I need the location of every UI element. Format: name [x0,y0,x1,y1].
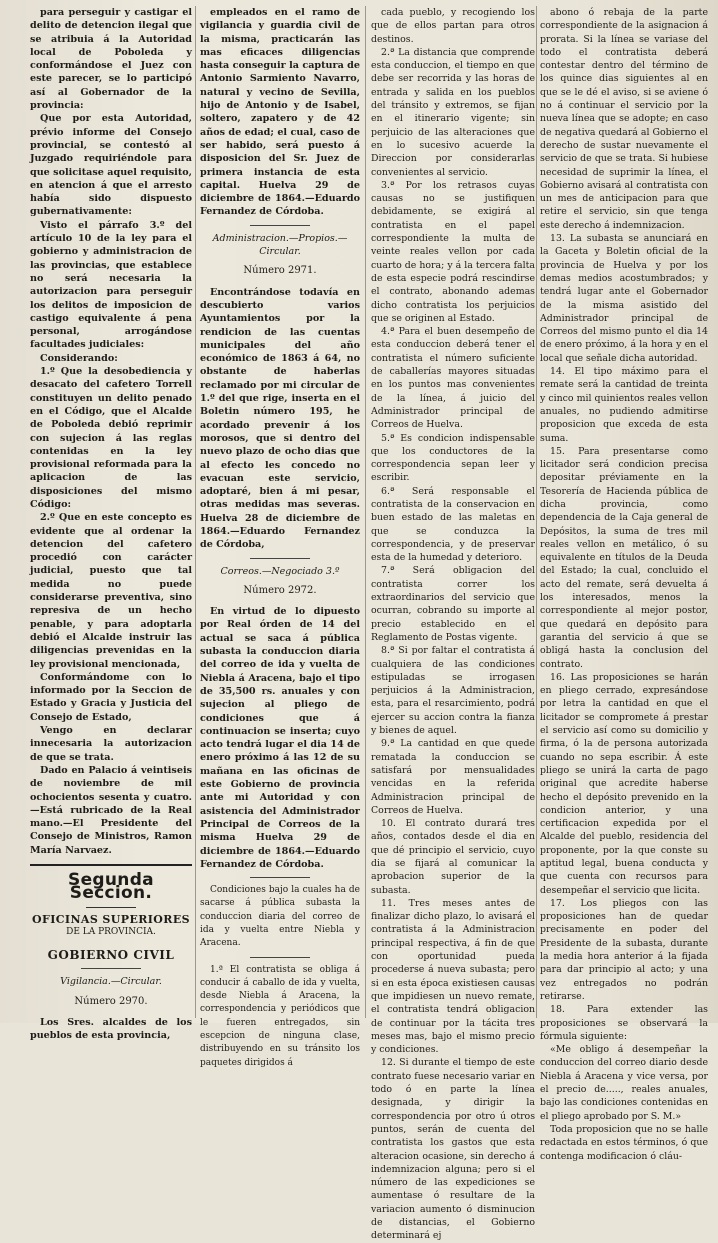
divider [250,877,310,878]
column-2 [200,6,360,1068]
paragraph: 10. El contrato durará tres años, contados desde el dia en que dé principio el servicio, cuyo dia se fijará al comunicar la aprobacion superior de la subasta. [371,818,535,896]
paragraph: 2.º Que en este concepto es evidente que al ordenar la detencion del cafetero procedió con carácter judicial, puesto que tal medida no puede considerarse preventiva, sino represiva de un hecho penable, y para adoptarla debió el Alcalde instruir las diligencias prevenidas en la ley provisional mencionada, [30,512,192,670]
paragraph: 3.ª Por los retrasos cuyas causas no se justifiquen debidamente, se exigirá al contratista en el papel correspondiente la multa de veinte reales vellon por cada cuarto de hora; y á la tercera falta de esta especie podrá rescindirse el contrato, abonando ademas dicho contratista los perjuicios que se originen al Estado. [371,179,535,324]
paragraph: «Me obligo á desempeñar la conduccion del correo diario desde Niebla á Aracena y vice versa, por el precio de....., reales anuales, bajo las condiciones contenidas en el pliego aprobado por S. M.» [540,1044,708,1122]
column-1 [30,6,192,1042]
notice-number: Número 2972. [243,584,317,596]
column-rule [536,6,537,1018]
gobierno-heading: GOBIERNO CIVIL [47,948,175,963]
paragraph: Visto el párrafo 3.º del artículo 10 de la ley para el gobierno y administracion de las provincias, que establece no será necesaria la autorizacion para perseguir los delitos de imposicion de castigo equivalente á pena personal, arrogándose facultades judiciales: [30,219,192,351]
paragraph: En virtud de lo dipuesto por Real órden de 14 del actual se saca á pública subasta la conduccion diaria del correo de ida y vuelta de Niebla á Aracena, bajo el tipo de 35,500 rs. anuales y con sujecion al pliego de condiciones que á continuacion se inserta; cuyo acto tendrá lugar el dia 14 de enero próximo á las 12 de su mañana en las oficinas de este Gobierno de provincia ante mi Autoridad y con asistencia del Administrador Principal de Correos de la misma Huelva 29 de diciembre de 1864.—Eduardo Fernandez de Córdoba. [200,606,360,870]
paragraph: 4.ª Para el buen desempeño de esta conduccion deberá tener el contratista el número suficiente de caballerías mayores situadas en los puntos mas convenientes de la línea, á juicio del Administrador principal de Correos de Huelva. [371,326,535,431]
paragraph: Dado en Palacio á veintiseis de noviembre de mil ochocientos sesenta y cuatro.—Está rubricado de la Real mano.—El Presidente del Consejo de Ministros, Ramon María Narvaez. [30,764,192,856]
column-3 [371,6,535,1242]
paragraph: abono ó rebaja de la parte correspondiente de la asignacion á prorata. Si la línea se variase del todo el contratista deberá contestar dentro del término de los quince dias siguientes al en que se le dé el aviso, si se aviene ó no á continuar el servicio por la nueva línea que se adopte; en caso de negativa quedará al Gobierno el derecho de sustar nuevamente el servicio de que se trata. Si hubiese necesidad de suprimir la línea, el Gobierno avisará al contratista con un mes de anticipacion para que retire el servicio, sin que tenga este derecho á indemnizacion. [540,7,708,231]
paragraph: 8.ª Si por faltar el contratista á cualquiera de las condiciones estipuladas se irrogasen perjuicios á la Administracion, esta, para el resarcimiento, podrá ejercer su accion contra la fianza y bienes de aquel. [371,645,535,737]
section-title: Segunda Seccion. [68,870,154,904]
paragraph: 13. La subasta se anunciará en la Gaceta y Boletin oficial de la provincia de Huelva y por los demas medios acostumbrados; y tendrá lugar ante el Gobernador de la misma asistido del Administrador principal de Correos del mismo punto el dia 14 de enero próximo, á la hora y en el local que señale dicha autoridad. [540,233,708,364]
paragraph: 7.ª Será obligacion del contratista correr los extraordinarios del servicio que ocurran, cobrando su importe al precio establecido en el Reglamento de Postas vigente. [371,565,535,643]
paragraph: 1.ª El contratista se obliga á conducir á caballo de ida y vuelta, desde Niebla á Aracena, la correspondencia y periódicos que le fueren entregados, sin escepcion de ninguna clase, distribuyendo en su tránsito los paquetes dirigidos á [200,964,360,1068]
column-rule [195,6,196,1018]
paragraph: 15. Para presentarse como licitador será condicion precisa depositar préviamente en la Tesorería de Hacienda pública de dicha provincia, como dependencia de la Caja general de Depósitos, la suma de tres mil reales vellon en metálico, ó su equivalente en títulos de la Deuda del Estado; la cual, concluido el acto del remate, será devuelta á los interesados, menos la correspondiente al mejor postor, que quedará en depósito para garantia del servicio á que se obligá hasta la conclusion del contrato. [540,445,708,670]
divider [250,558,310,559]
divider [250,957,310,958]
notice-number: Número 2970. [74,995,148,1007]
rubric: Correos.—Negociado 3.º [220,565,340,577]
paragraph: 17. Los pliegos con las proposiciones han de quedar precisamente en poder del Presidente de la subasta, durante la media hora anterior á la fijada para dar principio al acto; y una vez entregados no podrán retirarse. [540,897,708,1002]
paragraph: 16. Las proposiciones se harán en pliego cerrado, expresándose por letra la cantidad en que el licitador se compromete á prestar el servicio así como su domicilio y firma, ó la de persona autorizada cuando no sepa escribir. Á este pliego se unirá la carta de pago original que acredite haberse hecho el depósito prevenido en la condicion anterior, y una certificacion expedida por el Alcalde del pueblo, residencia del proponente, por la que conste su aptitud legal, buena conducta y que cuenta con recursos para desempeñar el servicio que licita. [540,671,708,896]
office-heading: OFICINAS SUPERIORES [32,912,190,926]
paragraph: cada pueblo, y recogiendo los que de ellos partan para otros destinos. [371,7,535,45]
paragraph: 11. Tres meses antes de finalizar dicho plazo, lo avisará el contratista á la Administracion principal respectiva, á fin de que con oportunidad pueda procederse á nueva subasta; pero si en esta época existiesen causas que impidiesen un nuevo remate, el contratista tendrá obligacion de continuar por la tácita tres meses mas, bajo el mismo precio y condiciones. [371,897,535,1056]
paragraph: Los Sres. alcaldes de los pueblos de esta provincia, [30,1017,192,1042]
paragraph: 5.ª Es condicion indispensable que los conductores de la correspondencia sepan leer y escribir. [371,432,535,484]
paragraph: 18. Para extender las proposiciones se observará la fórmula siguiente: [540,1004,708,1042]
office-subheading: DE LA PROVINCIA. [66,926,156,937]
divider [30,864,192,866]
paragraph: Conformándome con lo informado por la Seccion de Estado y Gracia y Justicia del Consejo de Estado, [30,671,192,723]
paragraph: 6.ª Será responsable el contratista de la conservacion en buen estado de las maletas en que se conduzca la correspondencia, y de preservar esta de la humedad y deterioro. [371,485,535,564]
paragraph: 14. El tipo máximo para el remate será la cantidad de treinta y cinco mil quinientos reales vellon anuales, no pudiendo admitirse proposicion que exceda de esta suma. [540,366,708,444]
notice-number: Número 2971. [243,265,317,277]
paragraph: empleados en el ramo de vigilancia y guardia civil de la misma, practicarán las mas eficaces diligencias hasta conseguir la captura de Antonio Sarmiento Navarro, natural y vecino de Sevilla, hijo de Antonio y de Isabel, soltero, zapatero y de 42 años de edad; el cual, caso de ser habido, será puesto á disposicion del Sr. Juez de primera instancia de esta capital. Huelva 29 de diciembre de 1864.—Eduardo Fernandez de Córdoba. [200,7,360,218]
divider [250,225,310,226]
divider [81,968,141,969]
paragraph: para perseguir y castigar el delito de detencion ilegal que se atribuia á la Autoridad local de Poboleda y conformándose el Juez con este parecer, se lo participó así al Gobernador de la provincia: [30,7,192,112]
paragraph: Que por esta Autoridad, prévio informe del Consejo provincial, se contestó al Juzgado requiriéndole para que solicitase aquel requisito, en atencion á que el arresto había sido dispuesto gubernativamente: [30,113,192,218]
paragraph: Considerando: [40,352,118,364]
paragraph: 9.ª La cantidad en que quede rematada la conduccion se satisfará por mensualidades vencidas en la referida Administracion principal de Correos de Huelva. [371,738,535,816]
paragraph: 2.ª La distancia que comprende esta conduccion, el tiempo en que debe ser recorrida y las horas de entrada y salida en los pueblos del tránsito y extremos, se fijan en el itinerario vigente; sin perjuicio de las alteraciones que en lo sucesivo acuerde la Direccion por considerarlas convenientes al servicio. [371,46,535,178]
divider [86,907,136,908]
column-rule [365,6,366,1018]
rubric: Administracion.—Propios.—Circular. [212,232,348,258]
paragraph: Condiciones bajo la cuales ha de sacarse á pública subasta la conduccion diaria del correo de ida y vuelta entre Niebla y Aracena. [200,885,360,949]
paragraph: Toda proposicion que no se halle redactada en estos términos, ó que contenga modificacion ó cláu- [540,1123,708,1162]
paragraph: 12. Si durante el tiempo de este contrato fuese necesario variar en todo ó en parte la línea designada, y dirigir la correspondencia por otro ú otros puntos, serán de cuenta del contratista los gastos que esta alteracion ocasione, sin derecho á indemnizacion alguna; pero si el número de las expediciones se aumentase ó resultare de la variacion aumento ó disminucion de distancias, el Gobierno determinará ej [371,1057,535,1242]
rubric: Vigilancia.—Circular. [60,976,162,988]
paragraph: Vengo en declarar innecesaria la autorizacion de que se trata. [30,725,192,763]
paragraph: Encontrándose todavía en descubierto varios Ayuntamientos por la rendicion de las cuentas municipales del año económico de 1863 á 64, no obstante de haberlas reclamado por mi circular de 1.º del que rige, inserta en el Boletin número 195, he acordado prevenir á los morosos, que si dentro del nuevo plazo de ocho dias que al efecto les concedo no evacuan este servicio, adoptaré, bien á mi pesar, otras medidas mas severas. Huelva 28 de diciembre de 1864.—Eduardo Fernandez de Córdoba, [200,286,360,551]
column-4 [540,6,708,1162]
paragraph: 1.º Que la desobediencia y desacato del cafetero Torrell constituyen un delito penado en el Código, que el Alcalde de Poboleda debió reprimir con sujecion á las reglas contenidas en la ley provisional reformada para la aplicacion de las disposiciones del mismo Código: [30,366,192,510]
